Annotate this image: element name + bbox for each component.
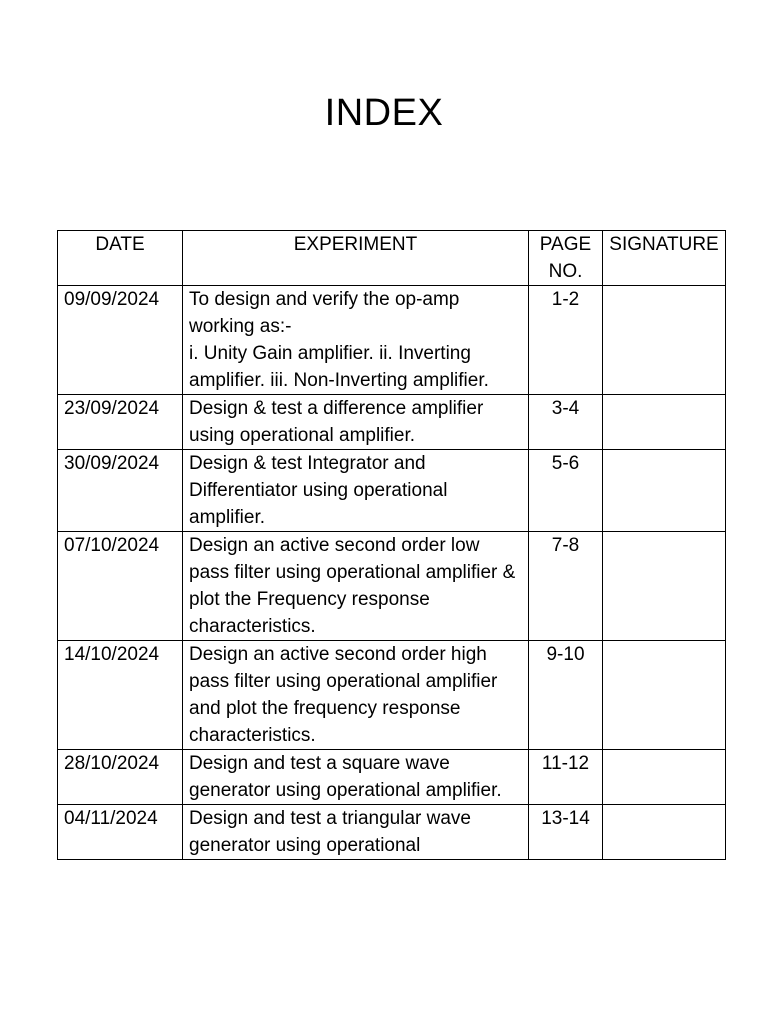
date-cell	[58, 395, 183, 450]
experiment-cell	[183, 805, 529, 860]
experiment-cell	[183, 286, 529, 395]
page-no-cell-text: 3-4	[551, 398, 580, 419]
date-cell-text: 23/09/2024	[64, 398, 160, 419]
date-cell-text: 09/09/2024	[64, 289, 160, 310]
table-row	[58, 750, 726, 805]
experiment-cell-text: Design an active second order high pass filter using operational amplifier and plot the frequency response characteristics.	[189, 644, 498, 746]
date-cell	[58, 286, 183, 395]
experiment-cell-text: Design & test Integrator and Differentiator using operational amplifier.	[189, 453, 448, 528]
page-no-cell-text: 7-8	[551, 535, 580, 556]
date-cell	[58, 450, 183, 532]
index-table	[57, 230, 726, 860]
table-body	[58, 286, 726, 860]
experiment-cell-text: To design and verify the op-amp working as:- i. Unity Gain amplifier. ii. Inverting amplifier. iii. Non-Inverting amplifier.	[189, 289, 489, 391]
experiment-cell	[183, 395, 529, 450]
page-no-cell-text: 1-2	[551, 289, 580, 310]
table-row	[58, 450, 726, 532]
table-row	[58, 805, 726, 860]
experiment-cell	[183, 532, 529, 641]
page-no-cell	[529, 641, 603, 750]
experiment-cell-text: Design an active second order low pass filter using operational amplifier & plot the Frequency response characteristics.	[189, 535, 516, 637]
table-row	[58, 532, 726, 641]
signature-cell	[603, 395, 726, 450]
date-cell-text: 30/09/2024	[64, 453, 160, 474]
page-no-cell	[529, 750, 603, 805]
date-cell	[58, 805, 183, 860]
signature-cell	[603, 641, 726, 750]
date-cell-text: 07/10/2024	[64, 535, 160, 556]
signature-cell	[603, 450, 726, 532]
signature-cell	[603, 750, 726, 805]
page-no-cell-text: 9-10	[546, 644, 585, 665]
table-row	[58, 286, 726, 395]
signature-cell	[603, 286, 726, 395]
page-no-cell-text: 13-14	[541, 808, 590, 829]
experiment-cell-text: Design and test a square wave generator using operational amplifier.	[189, 753, 502, 801]
experiment-cell	[183, 450, 529, 532]
experiment-cell	[183, 750, 529, 805]
experiment-cell-text: Design & test a difference amplifier using operational amplifier.	[189, 398, 484, 446]
date-cell-text: 28/10/2024	[64, 753, 160, 774]
header-experiment: EXPERIMENT	[183, 231, 529, 286]
page-no-cell	[529, 532, 603, 641]
page-no-cell	[529, 805, 603, 860]
page-no-cell	[529, 395, 603, 450]
page-no-cell	[529, 450, 603, 532]
page-title: INDEX	[324, 92, 444, 134]
date-cell	[58, 532, 183, 641]
date-cell	[58, 641, 183, 750]
signature-cell	[603, 805, 726, 860]
date-cell	[58, 750, 183, 805]
table-row	[58, 395, 726, 450]
page-no-cell	[529, 286, 603, 395]
page-no-cell-text: 5-6	[551, 453, 580, 474]
date-cell-text: 14/10/2024	[64, 644, 160, 665]
experiment-cell	[183, 641, 529, 750]
table-header-row	[58, 231, 726, 286]
table-row	[58, 641, 726, 750]
signature-cell	[603, 532, 726, 641]
header-signature: SIGNATURE	[603, 231, 726, 286]
header-page-no: PAGE NO.	[529, 231, 603, 286]
date-cell-text: 04/11/2024	[64, 808, 158, 829]
header-date: DATE	[58, 231, 183, 286]
page-no-cell-text: 11-12	[541, 753, 590, 774]
experiment-cell-text: Design and test a triangular wave generator using operational	[189, 808, 471, 856]
